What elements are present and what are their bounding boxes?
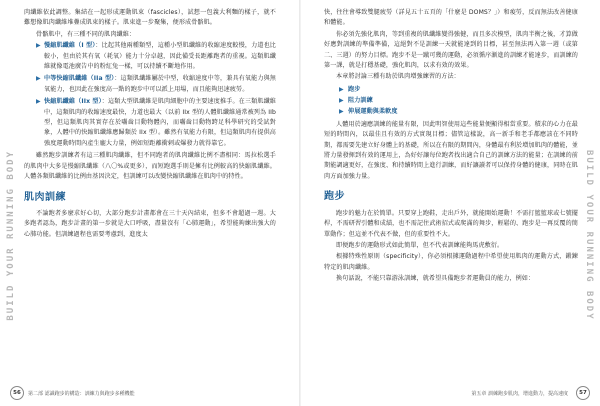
fiber-term: 慢縮肌纖維（I 型） (44, 42, 96, 50)
paragraph: 不論跑者多麼求好心切，大部分跑步計畫都會在三十天內結束，但多不會超過一週。大多跑者認為，跑步計畫的第一步就是大口呼吸，盡量沒有「心肺運動」，希望能夠練出強大的心肺功能。但訓練過程也需要考慮到，進度太 (24, 209, 276, 238)
left-text-column (24, 8, 276, 241)
fiber-type-2x (24, 97, 276, 149)
triangle-bullet-icon: ▶ (339, 107, 344, 115)
list-item: ▶ 跑步 (339, 85, 361, 93)
section-heading: 跑步 (324, 191, 345, 203)
triangle-bullet-icon: ▶ (36, 42, 41, 50)
right-page (300, 0, 600, 406)
paragraph: 肉纖維依此調整。集結在一起形成運動肌束（fascicles），試想一包義大利麵的樣子，就不難想像肌肉纖維堆疊成肌束的樣子。肌束進一步聚集，便形成骨骼肌。 (24, 9, 276, 27)
triangle-bullet-icon: ▶ (36, 75, 41, 83)
list-item: ▶ 阻力訓練 (339, 96, 373, 104)
paragraph: 骨骼肌中，有三種不同的肌肉纖維： (36, 30, 136, 38)
spine-title: BUILD YOUR RUNNING BODY (6, 150, 16, 321)
page-number: 56 (10, 386, 24, 400)
fiber-term: 快縮肌纖維（IIx 型） (44, 98, 102, 106)
fiber-description: ：比起其他兩種類型，這種小型肌纖維的收縮速度較慢，力道也比較小，但由於其有氧（耗氧）能力十分卓越，因此備受長距離跑者的重視。這類肌纖維就像電池廣告中的粉紅兔一樣，可以持續不斷地作用。 (44, 42, 276, 71)
left-footer (6, 386, 135, 400)
paragraph: 換句話說，不能只靠游泳訓練，就希望具備跑步者運動員的能力，例如： (336, 275, 535, 283)
paragraph: 人體用於適應訓練的能量有限，因此明智使用這些能量便顯得相當重要。積求的心力在最短的時間內，以最佳且有效的方式實現目標；儘管這樣說，高一新手和老手都應該在不同時期，都需要先建立好身體上的基礎，所以在有限的期間內，身體最有利於增加肌肉的體能，並將力量發揮到有效的運用上，為好好讓每位跑者找出適合自己的訓練方法的能量；在訓練的前期能調適更好，在強度、和持續時間上進行訓練，而好讓讀者可以保持身體的健康，同時在肌肉方面加強力量。 (324, 120, 578, 180)
fiber-description: ：這類肌纖維屬於中型，收縮速度中等，兼具有氧能力與無氧能力，也因此在強度高一點的跑步中可以派上用場，而且能夠迅速疲勞。 (44, 75, 276, 93)
right-text-column (324, 8, 578, 286)
paragraph: 雖然跑步訓練者有這三種肌肉纖維，但不同跑者的肌肉纖維比例不盡相同：馬拉松選手的肌肉中大多是慢縮肌纖維（八〇%或更多），而短跑選手則是擁有比例較高的快縮肌纖維。人體各類肌纖維的比例由基因決定，但訓練可以改變快縮肌纖維在肌肉中的特性。 (24, 152, 276, 181)
fiber-type-2a (24, 74, 276, 95)
page-number: 57 (576, 386, 590, 400)
right-footer (471, 386, 594, 400)
method-list (324, 84, 578, 117)
list-item: ▶ 伸展運動與柔軟度 (339, 107, 398, 115)
running-footer: 第五章 訓練跑步肌肉，增進動力，提高速度 (471, 390, 568, 397)
section-heading: 肌肉訓練 (24, 191, 66, 203)
triangle-bullet-icon: ▶ (36, 98, 41, 106)
paragraph: 根據特殊性原則（specificity），你必須根據運動過程中希望使用肌肉的運動方式，鍛鍊特定的肌肉纖維。 (324, 253, 578, 271)
paragraph: 跑步的魅力在於簡單。只要穿上跑鞋，走出戶外，就能開始運動！不需打籃籃球或七號擺桿，不需研習引體和成績，也不需記住武術招式或爬滿的舞步，輕鬆的、跑步是一再反覆的簡單動作；但這並不代表不做，但的重要性不大。 (324, 209, 578, 238)
fiber-term: 中等快縮肌纖維（IIa 型） (44, 75, 115, 83)
fiber-description: ：這類大型肌纖維是肌肉細胞中的主要速度推手。在三類肌纖維中，這類肌肉的收縮速度最快，力道也最大（以前 IIx 型的人體肌纖維通常被列為 IIb 型，但這類肌肉其實存在於囓齒目動物體內，而囓齒目動物跨足科學研究的受試對象，人體中的快縮肌纖維應歸類於 IIx 型）。雖然有氧能力有限，但這類肌肉有提供高強度運動時間內產生龐大力量，例如短距離衝刺或爆發力就得靠它。 (44, 98, 276, 147)
running-footer: 第二部 認識跑步的構造：訓練力與跑步多種機能 (28, 390, 135, 397)
spine-title: BUILD YOUR RUNNING BODY (584, 150, 594, 321)
paragraph: 即便跑步的運動形式如此簡單，但不代表訓練能夠馬虎敷衍。 (336, 241, 504, 249)
paragraph: 快，往往會導致雙腿疲勞（詳見五十五頁的「什麼是 DOMS？」）和痠勞，反而無法改善健康和體能。 (324, 9, 578, 27)
paragraph: 本章將討論三種有助於肌肉增強練習的方法： (336, 73, 460, 81)
triangle-bullet-icon: ▶ (339, 85, 344, 93)
fiber-type-1 (24, 41, 276, 72)
triangle-bullet-icon: ▶ (339, 96, 344, 104)
paragraph: 你必須先強化肌肉，等到重複的肌纖維變得強健，而且多次模型，肌肉半衡之後，才算做好應對訓練的準備準備，這絕對不是訓練一天就能達到的目標，甚至無法再入第一週（或第二、三週）的努力目標。跑步不是一蹴可幾的運動，必須循序漸進的訓練才能達步，而訓練的第一課，就是打穩基礎，強化肌肉，以求有效的效果。 (324, 30, 578, 70)
